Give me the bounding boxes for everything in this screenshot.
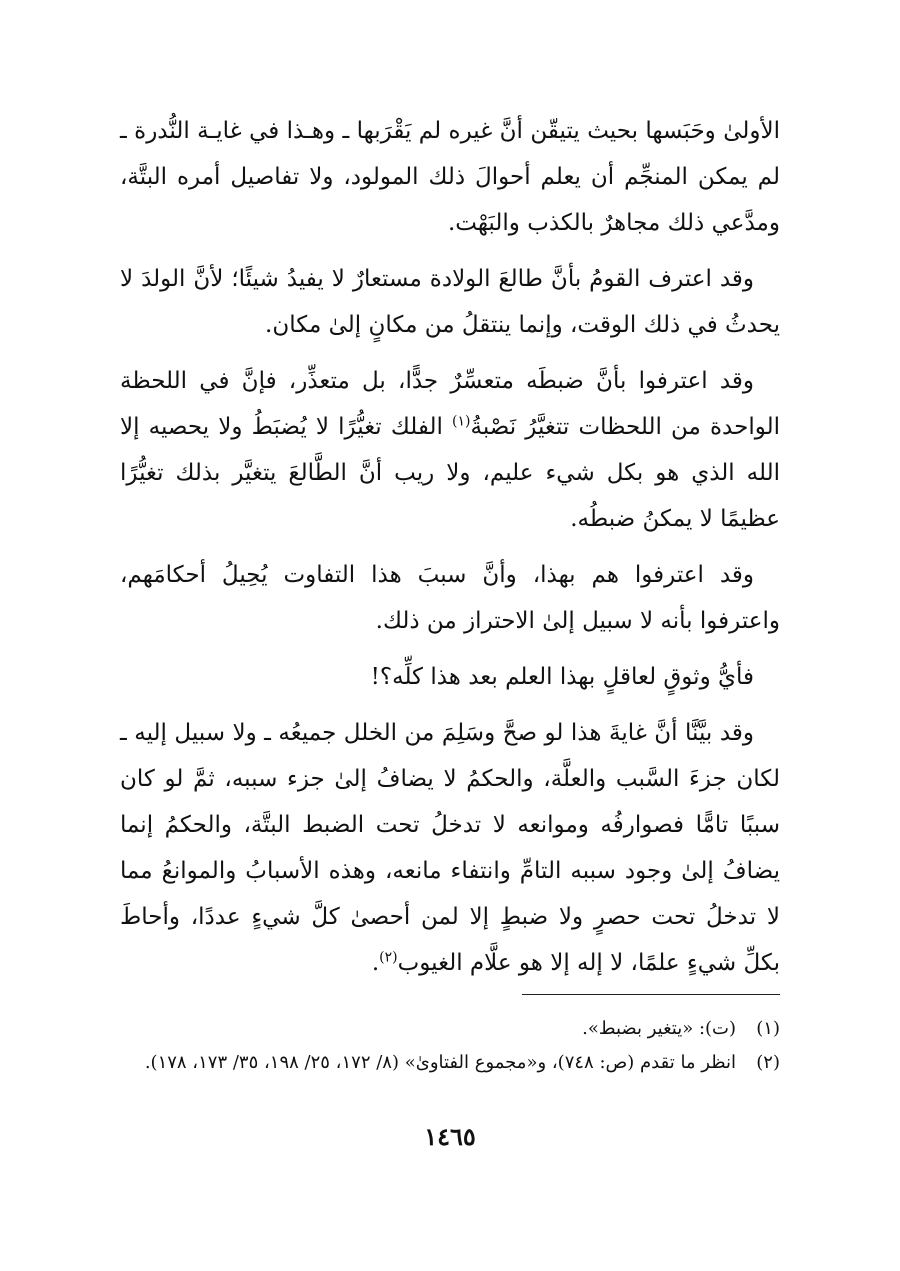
footnote-ref-2: (٢) <box>379 949 398 966</box>
paragraph-3 <box>120 358 780 542</box>
paragraph-6-text: وقد بيَّنَّا أنَّ غايةَ هذا لو صحَّ وسَلِمَ من الخلل جميعُه ـ ولا سبيل إليه ـ لكان جزءَ السَّبب والعلَّة، والحكمُ لا يضافُ إلىٰ جزء سببه، ثمَّ لو كان سببًا تامًّا فصوارفُه وموانعه لا تدخلُ تحت الضبط البتَّة، والحكمُ إنما يضافُ إلىٰ وجود سببه التامِّ وانتفاء مانعه، وهذه الأسبابُ والموانعُ مما لا تدخلُ تحت حصرٍ ولا ضبطٍ إلا لمن أحصىٰ كلَّ شيءٍ عددًا، وأحاطَ بكلِّ شيءٍ علمًا، لا إله إلا هو علَّام الغيوب <box>120 720 780 976</box>
paragraph-4: وقد اعترفوا هم بهذا، وأنَّ سببَ هذا التفاوت يُحِيلُ أحكامَهم، واعترفوا بأنه لا سبيل إلىٰ الاحتراز من ذلك. <box>120 562 780 634</box>
footnote-text: انظر ما تقدم (ص: ٧٤٨)، و«مجموع الفتاوىٰ» (٨/ ١٧٢، ٢٥/ ١٩٨، ٣٥/ ١٧٣، ١٧٨). <box>144 1052 736 1073</box>
footnote-number: (١) <box>756 1018 780 1039</box>
footnote-ref-1: (١) <box>452 413 471 430</box>
paragraph-5: فأيُّ وثوقٍ لعاقلٍ بهذا العلم بعد هذا كلِّه؟! <box>370 664 754 690</box>
footnote-number: (٢) <box>756 1052 780 1073</box>
footnote-divider <box>522 994 780 995</box>
paragraph-1: الأولىٰ وحَبَسها بحيث يتيقّن أنَّ غيره لم يَقْرَبها ـ وهـذا في غايـة النُّدرة ـ لم يمكن المنجِّم أن يعلم أحوالَ ذلك المولود، ولا تفاصيل أمره البتَّة، ومدَّعي ذلك مجاهرٌ بالكذب والبَهْت. <box>120 118 780 236</box>
page-number: ١٤٦٥ <box>424 1122 476 1151</box>
paragraph-6 <box>120 710 780 986</box>
book-page-body <box>120 108 780 996</box>
paragraph-6-end: . <box>371 950 380 976</box>
footnote-1 <box>120 1012 780 1046</box>
footnote-2 <box>120 1046 780 1080</box>
paragraph-3-part-1: وقد اعترفوا بأنَّ ضبطَه متعسِّرٌ جدًّا، بل متعذِّر، فإنَّ في اللحظة الواحدة من اللحظات تتغيَّرُ نَصْبةُ <box>120 368 781 440</box>
footnotes <box>120 1012 780 1080</box>
footnote-text: (ت): «يتغير بضبط». <box>582 1018 736 1039</box>
paragraph-2: وقد اعترف القومُ بأنَّ طالعَ الولادة مستعارٌ لا يفيدُ شيئًا؛ لأنَّ الولدَ لا يحدثُ في ذلك الوقت، وإنما ينتقلُ من مكانٍ إلىٰ مكان. <box>120 266 780 338</box>
paragraph-3-part-2: الفلك تغيُّرًا لا يُضبَطُ ولا يحصيه إلا الله الذي هو بكل شيء عليم، ولا ريب أنَّ الطَّالعَ يتغيَّر بذلك تغيُّرًا عظيمًا لا يمكنُ ضبطُه. <box>120 414 780 532</box>
